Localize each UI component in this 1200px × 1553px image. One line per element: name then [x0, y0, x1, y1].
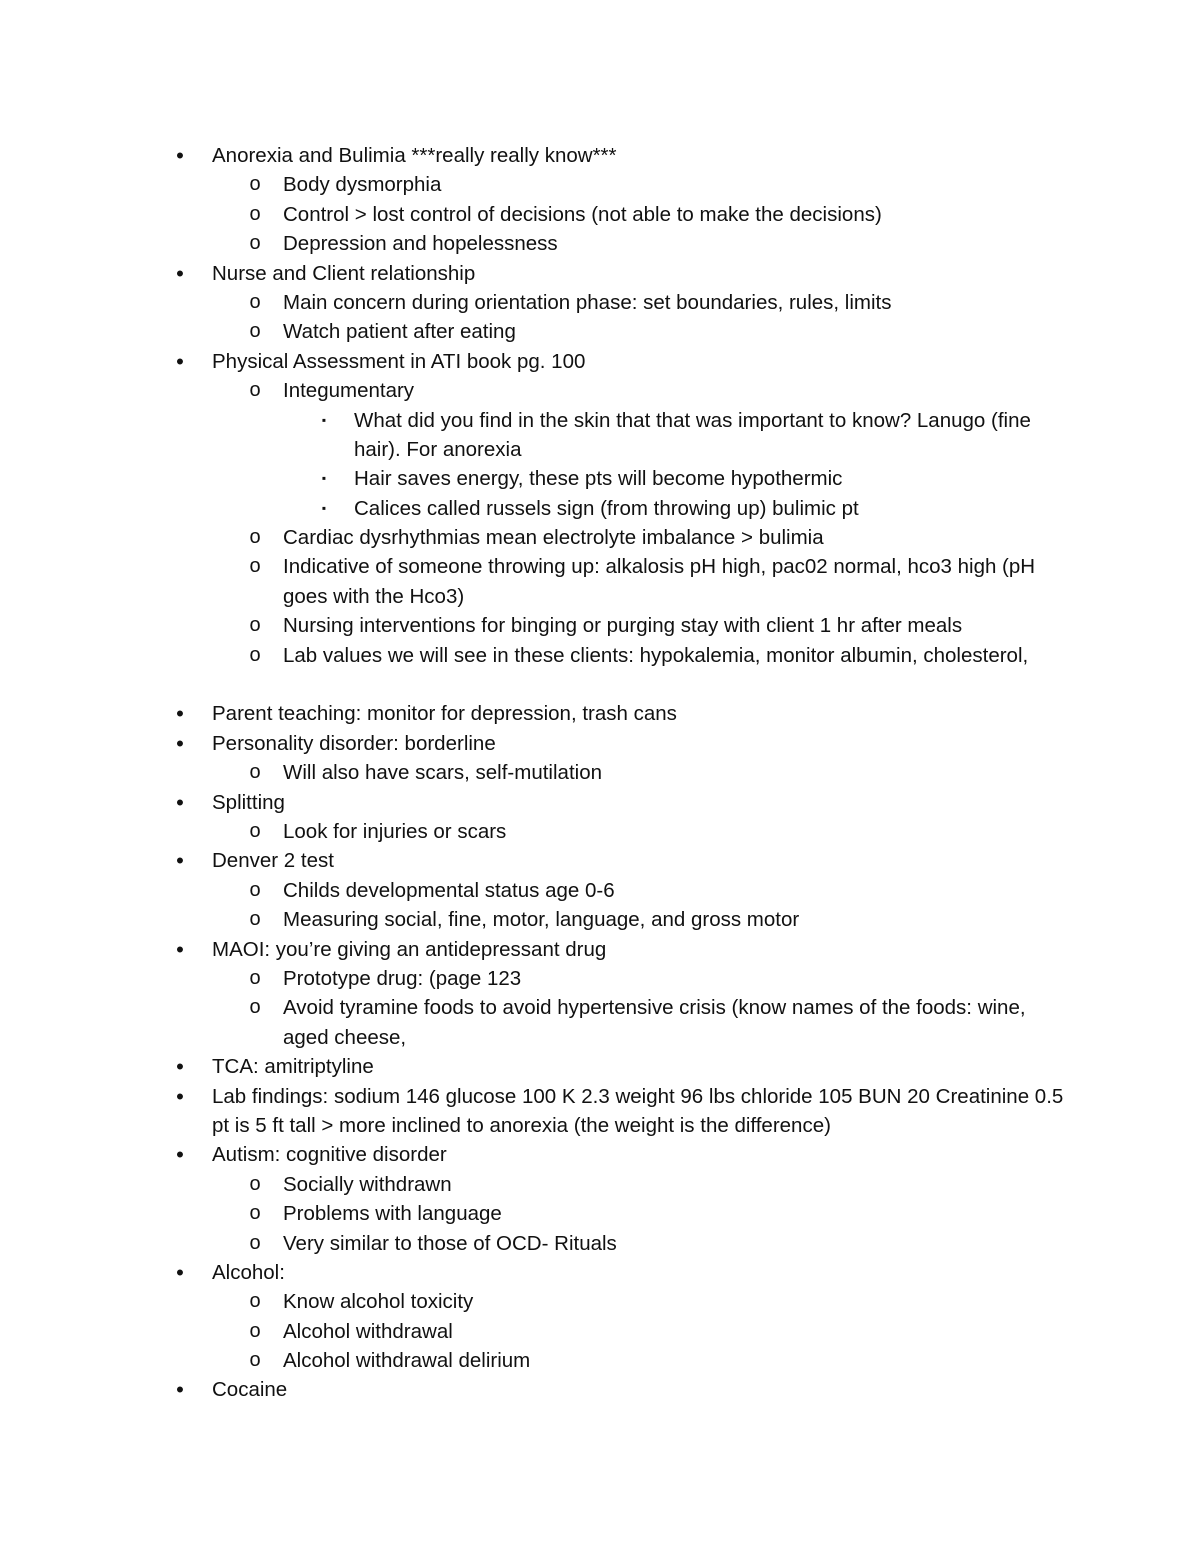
document-page	[0, 141, 1200, 1405]
bullet-disc-icon: •	[176, 143, 184, 168]
list-item-text: Physical Assessment in ATI book pg. 100	[212, 349, 586, 373]
list-item-level-1	[0, 935, 1200, 964]
list-item-level-2	[0, 229, 1200, 258]
list-item-text: Alcohol withdrawal delirium	[283, 1349, 531, 1373]
bullet-disc-icon: •	[176, 260, 184, 286]
bullet-disc-icon: •	[176, 789, 184, 815]
list-item-text: Nursing interventions for binging or purging stay with client 1 hr after meals	[283, 614, 963, 638]
list-item-text: TCA: amitriptyline	[212, 1055, 374, 1079]
list-item-level-2	[0, 552, 1200, 611]
bullet-disc-icon: •	[176, 1054, 184, 1080]
list-item-text: Splitting	[212, 790, 285, 814]
bullet-disc-icon: •	[176, 848, 184, 874]
list-item-text: Cocaine	[212, 1378, 288, 1402]
list-item-level-3	[0, 494, 1200, 523]
bullet-circle-icon: o	[249, 908, 261, 931]
bullet-circle-icon: o	[249, 643, 261, 666]
bullet-disc-icon: •	[176, 1259, 184, 1285]
list-item-level-2	[0, 1346, 1200, 1375]
list-item-level-2	[0, 641, 1200, 700]
list-item-level-2	[0, 200, 1200, 229]
list-item-level-2	[0, 1287, 1200, 1316]
list-item-text: Avoid tyramine foods to avoid hypertensive crisis (know names of the foods: wine, aged cheese,	[283, 996, 1026, 1049]
list-item-level-1	[0, 788, 1200, 817]
list-item-level-1	[0, 1140, 1200, 1169]
bullet-disc-icon: •	[176, 1377, 184, 1403]
list-item-text: Prototype drug: (page 123	[283, 966, 522, 990]
list-item-level-1	[0, 1375, 1200, 1404]
list-item-level-2	[0, 758, 1200, 787]
bullet-circle-icon: o	[249, 1172, 261, 1195]
bullet-disc-icon: •	[176, 701, 184, 727]
list-item-text: Socially withdrawn	[283, 1172, 452, 1196]
list-item-level-3	[0, 464, 1200, 493]
bullet-circle-icon: o	[249, 1202, 261, 1225]
list-item-text: Anorexia and Bulimia ***really really know***	[212, 144, 617, 167]
list-item-text: MAOI: you’re giving an antidepressant drug	[212, 937, 607, 961]
list-item-level-1	[0, 846, 1200, 875]
list-item-text: Childs developmental status age 0-6	[283, 878, 615, 902]
list-item-text: Measuring social, fine, motor, language, and gross motor	[283, 908, 800, 932]
bullet-disc-icon: •	[176, 1142, 184, 1168]
list-item-level-2	[0, 317, 1200, 346]
list-item-level-2	[0, 1229, 1200, 1258]
bullet-circle-icon: o	[249, 173, 261, 196]
bullet-circle-icon: o	[249, 1349, 261, 1372]
bullet-circle-icon: o	[249, 202, 261, 225]
bullet-circle-icon: o	[249, 1319, 261, 1342]
list-item-level-2	[0, 288, 1200, 317]
list-item-level-2	[0, 964, 1200, 993]
list-item-text: Cardiac dysrhythmias mean electrolyte imbalance > bulimia	[283, 526, 824, 550]
list-item-text: Very similar to those of OCD- Rituals	[283, 1231, 617, 1255]
bullet-circle-icon: o	[249, 761, 261, 784]
list-item-text: Denver 2 test	[212, 849, 334, 873]
list-item-level-2	[0, 817, 1200, 846]
list-item-level-1	[0, 141, 1200, 170]
list-item-level-2	[0, 1170, 1200, 1199]
list-item-level-2	[0, 611, 1200, 640]
list-item-text: Autism: cognitive disorder	[212, 1143, 447, 1167]
bullet-circle-icon: o	[249, 1231, 261, 1254]
list-item-level-1	[0, 259, 1200, 288]
list-item-level-1	[0, 1082, 1200, 1141]
bullet-disc-icon: •	[176, 936, 184, 962]
list-item-text: Lab values we will see in these clients: hypokalemia, monitor albumin, cholesterol,	[283, 643, 1029, 667]
list-item-level-1	[0, 699, 1200, 728]
bullet-square-icon: ▪	[321, 412, 327, 427]
list-item-text: Alcohol withdrawal	[283, 1319, 453, 1343]
bullet-circle-icon: o	[249, 379, 261, 402]
bullet-circle-icon: o	[249, 878, 261, 901]
list-item-level-2	[0, 170, 1200, 199]
list-item-text: Control > lost control of decisions (not able to make the decisions)	[283, 202, 882, 226]
list-item-text: Hair saves energy, these pts will become hypothermic	[354, 467, 843, 491]
bullet-square-icon: ▪	[321, 500, 327, 515]
list-item-level-2	[0, 523, 1200, 552]
list-item-text: Look for injuries or scars	[283, 820, 507, 844]
list-item-text: Problems with language	[283, 1202, 502, 1226]
bullet-circle-icon: o	[249, 555, 261, 578]
list-item-text: Nurse and Client relationship	[212, 261, 476, 285]
list-item-level-2	[0, 1317, 1200, 1346]
list-item-text: Alcohol:	[212, 1260, 285, 1284]
list-item-text: Calices called russels sign (from throwing up) bulimic pt	[354, 496, 859, 520]
list-item-level-3	[0, 406, 1200, 465]
bullet-circle-icon: o	[249, 290, 261, 313]
bullet-circle-icon: o	[249, 820, 261, 843]
list-item-level-1	[0, 1052, 1200, 1081]
list-item-level-2	[0, 876, 1200, 905]
list-item-text: Integumentary	[283, 379, 415, 403]
bullet-circle-icon: o	[249, 1290, 261, 1313]
list-item-text: What did you find in the skin that that was important to know? Lanugo (fine hair). For anorexia	[354, 408, 1031, 461]
list-item-level-2	[0, 376, 1200, 405]
bullet-disc-icon: •	[176, 348, 184, 374]
list-item-text: Main concern during orientation phase: set boundaries, rules, limits	[283, 290, 892, 314]
bullet-circle-icon: o	[249, 320, 261, 343]
list-item-level-2	[0, 905, 1200, 934]
bullet-circle-icon: o	[249, 614, 261, 637]
list-item-text: Know alcohol toxicity	[283, 1290, 474, 1314]
bullet-circle-icon: o	[249, 996, 261, 1019]
list-item-text: Personality disorder: borderline	[212, 731, 496, 755]
bullet-square-icon: ▪	[321, 471, 327, 486]
bullet-disc-icon: •	[176, 1083, 184, 1109]
list-item-level-1	[0, 347, 1200, 376]
list-item-text: Will also have scars, self-mutilation	[283, 761, 602, 785]
bullet-circle-icon: o	[249, 966, 261, 989]
list-item-text: Depression and hopelessness	[283, 232, 558, 256]
list-item-text: Lab findings: sodium 146 glucose 100 K 2.3 weight 96 lbs chloride 105 BUN 20 Creatinine 0.5 pt is 5 ft tall > more inclined to anorexia (the weight is the difference)	[212, 1084, 1064, 1137]
list-item-text: Indicative of someone throwing up: alkalosis pH high, pac02 normal, hco3 high (pH goes with the Hco3)	[283, 555, 1036, 608]
list-item-level-1	[0, 729, 1200, 758]
bullet-circle-icon: o	[249, 526, 261, 549]
bullet-disc-icon: •	[176, 730, 184, 756]
list-item-level-2	[0, 993, 1200, 1052]
bullet-circle-icon: o	[249, 232, 261, 255]
list-item-level-1	[0, 1258, 1200, 1287]
list-item-level-2	[0, 1199, 1200, 1228]
list-item-text: Watch patient after eating	[283, 320, 516, 344]
list-item-text: Body dysmorphia	[283, 173, 442, 197]
list-item-text: Parent teaching: monitor for depression, trash cans	[212, 702, 677, 726]
